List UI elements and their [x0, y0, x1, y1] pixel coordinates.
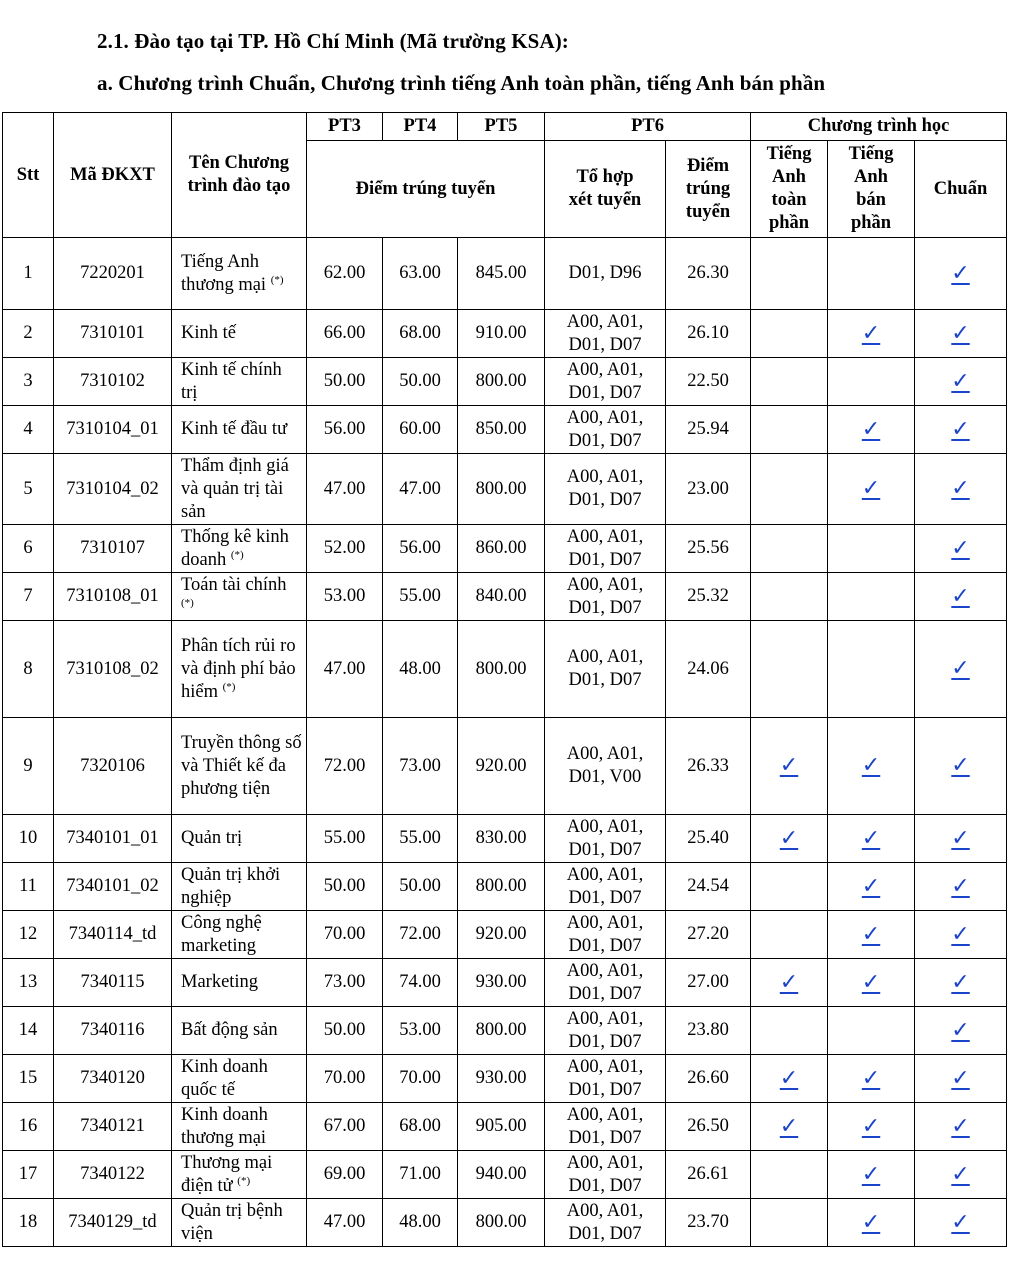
pt5-score-cell: 905.00: [458, 1103, 545, 1151]
check-icon: ✓: [861, 1064, 881, 1090]
check-icon: ✓: [861, 1208, 881, 1234]
pt5-score-cell: 920.00: [458, 718, 545, 815]
partial-english-cell: [828, 718, 915, 815]
pt3-score-cell: 47.00: [307, 454, 383, 525]
header-full-english: Tiếng Anh toàn phần: [751, 141, 828, 238]
check-icon: ✓: [861, 475, 881, 500]
check-icon: ✓: [951, 259, 970, 285]
program-name: Kinh doanh thương mại: [181, 1104, 268, 1148]
pt5-score-cell: 860.00: [458, 525, 545, 573]
standard-cell: [915, 1007, 1007, 1055]
table-row: [3, 959, 1007, 1007]
header-program-type: Chương trình học: [751, 113, 1007, 141]
standard-cell: [915, 525, 1007, 573]
pt5-score-cell: 930.00: [458, 1055, 545, 1103]
check-icon: ✓: [951, 319, 970, 345]
check-icon: ✓: [861, 415, 881, 441]
pt5-score-cell: 800.00: [458, 1199, 545, 1247]
pt3-score-cell: 73.00: [307, 959, 383, 1007]
check-icon: ✓: [951, 872, 970, 898]
pt3-score-cell: 70.00: [307, 1055, 383, 1103]
pt3-score-cell: 70.00: [307, 911, 383, 959]
stt-cell: 17: [3, 1151, 54, 1199]
code-cell: 7340101_02: [54, 863, 172, 911]
check-icon: ✓: [951, 534, 970, 560]
pt3-score-cell: 66.00: [307, 310, 383, 358]
section-heading: 2.1. Đào tạo tại TP. Hồ Chí Minh (Mã trường KSA):: [97, 29, 569, 53]
program-name-cell: [172, 573, 307, 621]
stt-cell: 7: [3, 573, 54, 621]
program-name-cell: [172, 1055, 307, 1103]
check-icon: ✓: [861, 968, 881, 994]
partial-english-cell: [828, 454, 915, 525]
full-english-cell: [751, 238, 828, 310]
check-icon: ✓: [861, 752, 881, 777]
header-program-name: Tên Chương trình đào tạo: [172, 113, 307, 238]
stt-cell: 6: [3, 525, 54, 573]
stt-cell: 12: [3, 911, 54, 959]
combination-cell: A00, A01, D01, D07: [545, 406, 666, 454]
full-english-cell: [751, 1151, 828, 1199]
program-name: Kinh tế chính trị: [181, 359, 282, 403]
admission-score-table: [2, 112, 1007, 1247]
pt5-score-cell: 940.00: [458, 1151, 545, 1199]
combination-cell: A00, A01, D01, D07: [545, 525, 666, 573]
pt6-score-cell: 24.06: [666, 621, 751, 718]
check-icon: ✓: [861, 1160, 881, 1186]
code-cell: 7340101_01: [54, 815, 172, 863]
program-name: Thương mại điện tử: [181, 1152, 273, 1196]
check-icon: ✓: [951, 1208, 970, 1234]
stt-cell: 16: [3, 1103, 54, 1151]
program-name-cell: [172, 863, 307, 911]
full-english-cell: [751, 310, 828, 358]
program-name-cell: [172, 815, 307, 863]
header-pt6: PT6: [545, 113, 751, 141]
header-code: Mã ĐKXT: [54, 113, 172, 238]
footnote-marker: (*): [230, 548, 244, 561]
full-english-cell: [751, 1103, 828, 1151]
check-icon: ✓: [951, 475, 970, 500]
pt6-score-cell: 26.60: [666, 1055, 751, 1103]
full-english-cell: [751, 959, 828, 1007]
pt6-score-cell: 23.80: [666, 1007, 751, 1055]
pt4-score-cell: 50.00: [383, 863, 458, 911]
program-name-cell: [172, 1103, 307, 1151]
combination-cell: A00, A01, D01, D07: [545, 959, 666, 1007]
program-name-cell: [172, 310, 307, 358]
header-combination: Tổ hợp xét tuyển: [545, 141, 666, 238]
combination-cell: D01, D96: [545, 238, 666, 310]
pt6-score-cell: 25.32: [666, 573, 751, 621]
program-name: Quản trị khởi nghiệp: [181, 864, 281, 908]
pt6-score-cell: 23.70: [666, 1199, 751, 1247]
pt5-score-cell: 800.00: [458, 1007, 545, 1055]
standard-cell: [915, 718, 1007, 815]
pt3-score-cell: 72.00: [307, 718, 383, 815]
program-name: Kinh tế đầu tư: [181, 419, 288, 439]
code-cell: 7310102: [54, 358, 172, 406]
pt4-score-cell: 68.00: [383, 310, 458, 358]
stt-cell: 9: [3, 718, 54, 815]
pt4-score-cell: 55.00: [383, 573, 458, 621]
standard-cell: [915, 310, 1007, 358]
code-cell: 7310101: [54, 310, 172, 358]
table-row: [3, 406, 1007, 454]
pt5-score-cell: 920.00: [458, 911, 545, 959]
pt6-score-cell: 27.20: [666, 911, 751, 959]
combination-cell: A00, A01, D01, D07: [545, 1199, 666, 1247]
standard-cell: [915, 1151, 1007, 1199]
pt4-score-cell: 50.00: [383, 358, 458, 406]
pt4-score-cell: 48.00: [383, 621, 458, 718]
partial-english-cell: [828, 1103, 915, 1151]
pt4-score-cell: 53.00: [383, 1007, 458, 1055]
combination-cell: A00, A01, D01, V00: [545, 718, 666, 815]
full-english-cell: [751, 1199, 828, 1247]
table-body: [3, 238, 1007, 1247]
partial-english-cell: [828, 358, 915, 406]
standard-cell: [915, 959, 1007, 1007]
standard-cell: [915, 238, 1007, 310]
code-cell: 7340129_td: [54, 1199, 172, 1247]
standard-cell: [915, 815, 1007, 863]
full-english-cell: [751, 406, 828, 454]
stt-cell: 4: [3, 406, 54, 454]
partial-english-cell: [828, 1055, 915, 1103]
pt6-score-cell: 25.56: [666, 525, 751, 573]
standard-cell: [915, 573, 1007, 621]
pt6-score-cell: 22.50: [666, 358, 751, 406]
stt-cell: 14: [3, 1007, 54, 1055]
pt3-score-cell: 69.00: [307, 1151, 383, 1199]
code-cell: 7310107: [54, 525, 172, 573]
combination-cell: A00, A01, D01, D07: [545, 863, 666, 911]
combination-cell: A00, A01, D01, D07: [545, 1055, 666, 1103]
table-row: [3, 238, 1007, 310]
stt-cell: 15: [3, 1055, 54, 1103]
program-name-cell: [172, 959, 307, 1007]
pt4-score-cell: 63.00: [383, 238, 458, 310]
program-name-cell: [172, 718, 307, 815]
standard-cell: [915, 454, 1007, 525]
check-icon: ✓: [951, 655, 970, 680]
partial-english-cell: [828, 959, 915, 1007]
pt6-score-cell: 26.50: [666, 1103, 751, 1151]
check-icon: ✓: [951, 968, 970, 994]
table-row: [3, 1103, 1007, 1151]
check-icon: ✓: [951, 367, 970, 393]
program-name: Kinh doanh quốc tế: [181, 1056, 268, 1100]
full-english-cell: [751, 573, 828, 621]
program-name-cell: [172, 454, 307, 525]
pt3-score-cell: 50.00: [307, 1007, 383, 1055]
check-icon: ✓: [861, 824, 881, 850]
code-cell: 7310104_01: [54, 406, 172, 454]
footnote-marker: (*): [270, 273, 284, 286]
program-name: Marketing: [181, 972, 259, 992]
full-english-cell: [751, 358, 828, 406]
full-english-cell: [751, 1007, 828, 1055]
pt5-score-cell: 800.00: [458, 454, 545, 525]
pt4-score-cell: 71.00: [383, 1151, 458, 1199]
standard-cell: [915, 358, 1007, 406]
full-english-cell: [751, 454, 828, 525]
combination-cell: A00, A01, D01, D07: [545, 621, 666, 718]
standard-cell: [915, 911, 1007, 959]
footnote-marker: (*): [181, 596, 194, 609]
check-icon: ✓: [951, 1064, 970, 1090]
code-cell: 7340121: [54, 1103, 172, 1151]
standard-cell: [915, 1103, 1007, 1151]
program-name: Công nghệ marketing: [181, 912, 262, 956]
standard-cell: [915, 621, 1007, 718]
program-name: Kinh tế: [181, 323, 236, 343]
check-icon: ✓: [951, 415, 970, 441]
partial-english-cell: [828, 310, 915, 358]
code-cell: 7340120: [54, 1055, 172, 1103]
table-row: [3, 310, 1007, 358]
program-name-cell: [172, 238, 307, 310]
pt3-score-cell: 50.00: [307, 863, 383, 911]
pt4-score-cell: 55.00: [383, 815, 458, 863]
program-name: Thống kê kinh doanh: [181, 526, 289, 570]
partial-english-cell: [828, 1199, 915, 1247]
check-icon: ✓: [779, 824, 799, 850]
check-icon: ✓: [779, 1112, 799, 1138]
partial-english-cell: [828, 1151, 915, 1199]
program-name: Toán tài chính: [181, 574, 287, 595]
program-name: Bất động sản: [181, 1020, 278, 1040]
partial-english-cell: [828, 863, 915, 911]
partial-english-cell: [828, 406, 915, 454]
stt-cell: 3: [3, 358, 54, 406]
pt6-score-cell: 25.94: [666, 406, 751, 454]
code-cell: 7310108_02: [54, 621, 172, 718]
check-icon: ✓: [951, 920, 970, 946]
check-icon: ✓: [951, 1112, 970, 1138]
table-row: [3, 358, 1007, 406]
check-icon: ✓: [779, 968, 799, 994]
pt5-score-cell: 845.00: [458, 238, 545, 310]
table-row: [3, 573, 1007, 621]
check-icon: ✓: [861, 1112, 881, 1138]
pt4-score-cell: 73.00: [383, 718, 458, 815]
table-row: [3, 454, 1007, 525]
pt5-score-cell: 930.00: [458, 959, 545, 1007]
header-stt: Stt: [3, 113, 54, 238]
partial-english-cell: [828, 238, 915, 310]
pt6-score-cell: 26.30: [666, 238, 751, 310]
table-row: [3, 718, 1007, 815]
table-row: [3, 911, 1007, 959]
stt-cell: 10: [3, 815, 54, 863]
program-name-cell: [172, 358, 307, 406]
pt6-score-cell: 26.33: [666, 718, 751, 815]
check-icon: ✓: [861, 920, 881, 946]
pt5-score-cell: 800.00: [458, 621, 545, 718]
pt4-score-cell: 68.00: [383, 1103, 458, 1151]
pt4-score-cell: 74.00: [383, 959, 458, 1007]
program-name: Truyền thông số và Thiết kế đa phương tiện: [181, 732, 302, 799]
stt-cell: 13: [3, 959, 54, 1007]
pt5-score-cell: 850.00: [458, 406, 545, 454]
partial-english-cell: [828, 911, 915, 959]
code-cell: 7340114_td: [54, 911, 172, 959]
footnote-marker: (*): [237, 1174, 251, 1187]
pt4-score-cell: 60.00: [383, 406, 458, 454]
program-name-cell: [172, 406, 307, 454]
partial-english-cell: [828, 573, 915, 621]
standard-cell: [915, 1055, 1007, 1103]
code-cell: 7310104_02: [54, 454, 172, 525]
stt-cell: 5: [3, 454, 54, 525]
combination-cell: A00, A01, D01, D07: [545, 911, 666, 959]
program-name: Quản trị bệnh viện: [181, 1200, 283, 1244]
pt6-score-cell: 23.00: [666, 454, 751, 525]
code-cell: 7310108_01: [54, 573, 172, 621]
program-name: Quản trị: [181, 828, 243, 848]
program-name: Tiếng Anh thương mại: [181, 251, 267, 295]
partial-english-cell: [828, 1007, 915, 1055]
combination-cell: A00, A01, D01, D07: [545, 815, 666, 863]
program-name-cell: [172, 1151, 307, 1199]
subsection-heading: a. Chương trình Chuẩn, Chương trình tiếng Anh toàn phần, tiếng Anh bán phần: [97, 71, 826, 95]
header-pt5: PT5: [458, 113, 545, 141]
pt4-score-cell: 47.00: [383, 454, 458, 525]
header-admission-score: Điểm trúng tuyển: [307, 141, 545, 238]
table-row: [3, 1055, 1007, 1103]
pt5-score-cell: 910.00: [458, 310, 545, 358]
check-icon: ✓: [951, 1160, 970, 1186]
pt6-score-cell: 24.54: [666, 863, 751, 911]
pt6-score-cell: 25.40: [666, 815, 751, 863]
pt6-score-cell: 27.00: [666, 959, 751, 1007]
stt-cell: 18: [3, 1199, 54, 1247]
code-cell: 7220201: [54, 238, 172, 310]
full-english-cell: [751, 911, 828, 959]
pt5-score-cell: 830.00: [458, 815, 545, 863]
combination-cell: A00, A01, D01, D07: [545, 573, 666, 621]
stt-cell: 11: [3, 863, 54, 911]
header-pt3: PT3: [307, 113, 383, 141]
table-row: [3, 1151, 1007, 1199]
pt4-score-cell: 48.00: [383, 1199, 458, 1247]
table-row: [3, 621, 1007, 718]
pt3-score-cell: 47.00: [307, 621, 383, 718]
combination-cell: A00, A01, D01, D07: [545, 1007, 666, 1055]
table-row: [3, 815, 1007, 863]
combination-cell: A00, A01, D01, D07: [545, 1103, 666, 1151]
full-english-cell: [751, 621, 828, 718]
stt-cell: 8: [3, 621, 54, 718]
check-icon: ✓: [779, 1064, 799, 1090]
pt5-score-cell: 800.00: [458, 863, 545, 911]
pt5-score-cell: 840.00: [458, 573, 545, 621]
pt3-score-cell: 47.00: [307, 1199, 383, 1247]
program-name: Phân tích rủi ro và định phí bảo hiểm: [181, 635, 296, 702]
full-english-cell: [751, 815, 828, 863]
code-cell: 7320106: [54, 718, 172, 815]
check-icon: ✓: [861, 872, 881, 898]
table-row: [3, 863, 1007, 911]
combination-cell: A00, A01, D01, D07: [545, 454, 666, 525]
check-icon: ✓: [951, 1016, 970, 1042]
program-name-cell: [172, 1007, 307, 1055]
header-partial-english: Tiếng Anh bán phần: [828, 141, 915, 238]
pt3-score-cell: 67.00: [307, 1103, 383, 1151]
table-row: [3, 1199, 1007, 1247]
stt-cell: 1: [3, 238, 54, 310]
pt4-score-cell: 56.00: [383, 525, 458, 573]
partial-english-cell: [828, 621, 915, 718]
pt3-score-cell: 52.00: [307, 525, 383, 573]
check-icon: ✓: [951, 824, 970, 850]
combination-cell: A00, A01, D01, D07: [545, 358, 666, 406]
pt6-score-cell: 26.61: [666, 1151, 751, 1199]
standard-cell: [915, 1199, 1007, 1247]
footnote-marker: (*): [222, 680, 236, 693]
header-pt6-score: Điểm trúng tuyển: [666, 141, 751, 238]
table-row: [3, 525, 1007, 573]
pt6-score-cell: 26.10: [666, 310, 751, 358]
partial-english-cell: [828, 815, 915, 863]
check-icon: ✓: [951, 752, 970, 777]
stt-cell: 2: [3, 310, 54, 358]
program-name-cell: [172, 911, 307, 959]
pt4-score-cell: 70.00: [383, 1055, 458, 1103]
header-pt4: PT4: [383, 113, 458, 141]
header-standard: Chuẩn: [915, 141, 1007, 238]
combination-cell: A00, A01, D01, D07: [545, 1151, 666, 1199]
code-cell: 7340116: [54, 1007, 172, 1055]
standard-cell: [915, 406, 1007, 454]
pt3-score-cell: 50.00: [307, 358, 383, 406]
check-icon: ✓: [951, 582, 970, 608]
full-english-cell: [751, 863, 828, 911]
pt3-score-cell: 62.00: [307, 238, 383, 310]
partial-english-cell: [828, 525, 915, 573]
combination-cell: A00, A01, D01, D07: [545, 310, 666, 358]
standard-cell: [915, 863, 1007, 911]
pt5-score-cell: 800.00: [458, 358, 545, 406]
pt4-score-cell: 72.00: [383, 911, 458, 959]
program-name: Thẩm định giá và quản trị tài sản: [181, 455, 289, 522]
program-name-cell: [172, 621, 307, 718]
pt3-score-cell: 55.00: [307, 815, 383, 863]
full-english-cell: [751, 718, 828, 815]
code-cell: 7340115: [54, 959, 172, 1007]
code-cell: 7340122: [54, 1151, 172, 1199]
full-english-cell: [751, 525, 828, 573]
check-icon: ✓: [779, 752, 799, 777]
pt3-score-cell: 53.00: [307, 573, 383, 621]
program-name-cell: [172, 525, 307, 573]
full-english-cell: [751, 1055, 828, 1103]
check-icon: ✓: [861, 319, 881, 345]
program-name-cell: [172, 1199, 307, 1247]
pt3-score-cell: 56.00: [307, 406, 383, 454]
table-row: [3, 1007, 1007, 1055]
